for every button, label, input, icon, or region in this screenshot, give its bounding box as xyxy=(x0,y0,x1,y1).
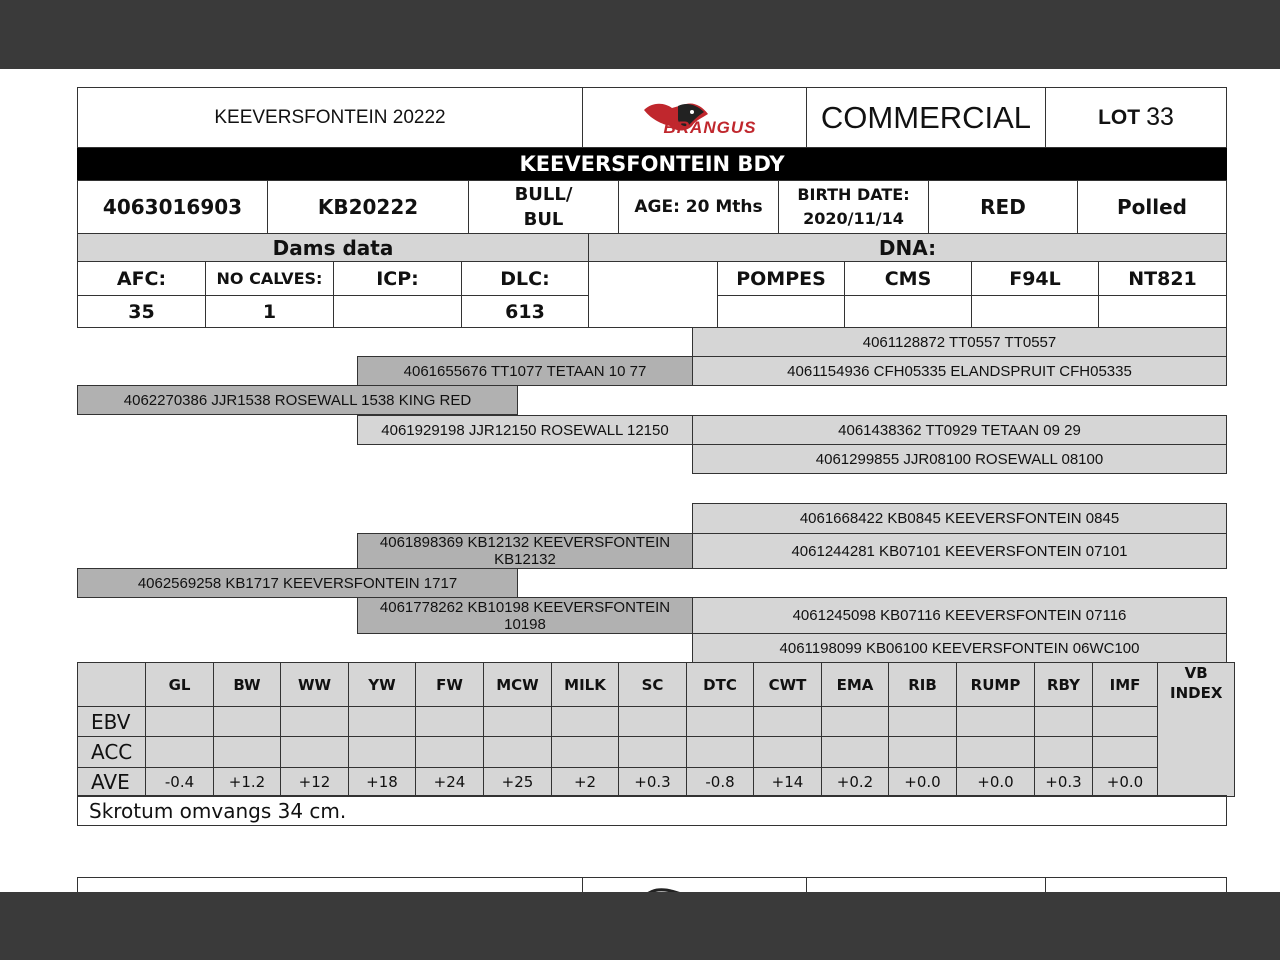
ebv-col-sc: SC xyxy=(619,663,687,707)
ebv-cell xyxy=(281,707,349,737)
ebv-cell: +0.0 xyxy=(889,768,957,797)
pedigree-sire-dam-dam: 4061299855 JJR08100 ROSEWALL 08100 xyxy=(692,444,1227,474)
ebv-corner-cell xyxy=(78,663,146,707)
ebv-cell: +2 xyxy=(552,768,619,797)
ebv-cell: +18 xyxy=(349,768,416,797)
ebv-col-bw: BW xyxy=(214,663,281,707)
ebv-cell xyxy=(552,737,619,768)
ebv-cell xyxy=(416,737,484,768)
birth-date-label: BIRTH DATE: xyxy=(797,185,910,204)
dams-data-title: Dams data xyxy=(77,233,589,262)
pedigree-dam: 4062569258 KB1717 KEEVERSFONTEIN 1717 xyxy=(77,568,518,598)
ebv-cell xyxy=(754,737,822,768)
ebv-cell xyxy=(754,707,822,737)
ebv-cell: +0.0 xyxy=(1093,768,1158,797)
dams-value-afc: 35 xyxy=(77,295,206,328)
next-page-logo-cell xyxy=(582,877,807,892)
horn-status: Polled xyxy=(1077,180,1227,234)
ebv-cell: +24 xyxy=(416,768,484,797)
ebv-cell xyxy=(619,737,687,768)
ebv-cell xyxy=(214,737,281,768)
dna-value-pompes xyxy=(717,295,845,328)
ebv-cell xyxy=(822,707,889,737)
ebv-row-label: ACC xyxy=(78,737,146,768)
ebv-cell: +14 xyxy=(754,768,822,797)
ebv-cell xyxy=(1035,737,1093,768)
ebv-header-row xyxy=(78,663,1235,707)
ebv-col-rump: RUMP xyxy=(957,663,1035,707)
pedigree-sire: 4062270386 JJR1538 ROSEWALL 1538 KING RED xyxy=(77,385,518,415)
next-page-cell xyxy=(806,877,1046,892)
ebv-cell xyxy=(889,707,957,737)
dams-header-no-calves: NO CALVES: xyxy=(205,261,334,296)
pedigree-dam-dam-sire: 4061245098 KB07116 KEEVERSFONTEIN 07116 xyxy=(692,597,1227,634)
ebv-cell xyxy=(957,737,1035,768)
ebv-row-label: AVE xyxy=(78,768,146,797)
pedigree-dam-sire-dam: 4061244281 KB07101 KEEVERSFONTEIN 07101 xyxy=(692,533,1227,569)
ebv-cell xyxy=(146,737,214,768)
dna-blank-cell xyxy=(588,261,718,328)
ebv-cell xyxy=(484,707,552,737)
ebv-cell xyxy=(1093,737,1158,768)
ebv-col-fw: FW xyxy=(416,663,484,707)
document-page xyxy=(0,69,1280,892)
ebv-col-milk: MILK xyxy=(552,663,619,707)
ebv-cell xyxy=(822,737,889,768)
dams-header-icp: ICP: xyxy=(333,261,462,296)
ebv-col-gl: GL xyxy=(146,663,214,707)
ebv-col-yw: YW xyxy=(349,663,416,707)
ebv-cell xyxy=(552,707,619,737)
scrotum-note: Skrotum omvangs 34 cm. xyxy=(77,795,1227,826)
ebv-cell xyxy=(484,737,552,768)
ebv-row-label: EBV xyxy=(78,707,146,737)
pedigree-dam-dam-dam: 4061198099 KB06100 KEEVERSFONTEIN 06WC100 xyxy=(692,633,1227,663)
viewer-top-bar xyxy=(0,0,1280,69)
dams-header-afc: AFC: xyxy=(77,261,206,296)
ebv-col-rib: RIB xyxy=(889,663,957,707)
dna-header-cms: CMS xyxy=(844,261,972,296)
ebv-cell: -0.4 xyxy=(146,768,214,797)
ebv-cell xyxy=(281,737,349,768)
category-label: COMMERCIAL xyxy=(806,87,1046,148)
pedigree-sire-sire: 4061655676 TT1077 TETAAN 10 77 xyxy=(357,356,693,386)
animal-sex: BULL/ BUL xyxy=(468,180,619,234)
dams-value-icp xyxy=(333,295,462,328)
animal-age: AGE: 20 Mths xyxy=(618,180,779,234)
ebv-cell: +12 xyxy=(281,768,349,797)
birth-date-value: 2020/11/14 xyxy=(803,209,904,228)
ebv-col-imf: IMF xyxy=(1093,663,1158,707)
dams-value-dlc: 613 xyxy=(461,295,589,328)
dna-header-f94l: F94L xyxy=(971,261,1099,296)
pedigree-sire-sire-dam: 4061154936 CFH05335 ELANDSPRUIT CFH05335 xyxy=(692,356,1227,386)
lot-box xyxy=(1045,87,1227,148)
ebv-cell: +0.2 xyxy=(822,768,889,797)
next-page-cell xyxy=(77,877,583,892)
lot-number: 33 xyxy=(1146,103,1174,131)
pedigree-dam-sire: 4061898369 KB12132 KEEVERSFONTEIN KB12132 xyxy=(357,533,693,569)
ebv-row-ave xyxy=(78,768,1235,797)
pedigree-sire-dam: 4061929198 JJR12150 ROSEWALL 12150 xyxy=(357,415,693,445)
ebv-cell: +0.3 xyxy=(1035,768,1093,797)
ebv-cell xyxy=(146,707,214,737)
dna-header-nt821: NT821 xyxy=(1098,261,1227,296)
animal-name-band: KEEVERSFONTEIN BDY xyxy=(77,148,1227,180)
ebv-row-acc xyxy=(78,737,1235,768)
ebv-cell xyxy=(957,707,1035,737)
dams-header-dlc: DLC: xyxy=(461,261,589,296)
animal-color: RED xyxy=(928,180,1078,234)
ebv-col-rby: RBY xyxy=(1035,663,1093,707)
ebv-cell xyxy=(1093,707,1158,737)
ebv-col-ww: WW xyxy=(281,663,349,707)
pedigree-sire-dam-sire: 4061438362 TT0929 TETAAN 09 29 xyxy=(692,415,1227,445)
ebv-cell xyxy=(214,707,281,737)
dna-title: DNA: xyxy=(588,233,1227,262)
ebv-cell: -0.8 xyxy=(687,768,754,797)
next-page-cell xyxy=(1045,877,1227,892)
ebv-cell: +1.2 xyxy=(214,768,281,797)
pedigree-sire-sire-sire: 4061128872 TT0557 TT0557 xyxy=(692,327,1227,357)
ebv-cell xyxy=(416,707,484,737)
logo-text: BRANGUS xyxy=(663,117,757,137)
sale-name: KEEVERSFONTEIN 20222 xyxy=(77,87,583,148)
ebv-cell xyxy=(349,707,416,737)
ebv-cell xyxy=(687,707,754,737)
pedigree-dam-dam: 4061778262 KB10198 KEEVERSFONTEIN 10198 xyxy=(357,597,693,634)
ebv-cell xyxy=(1035,707,1093,737)
ebv-col-mcw: MCW xyxy=(484,663,552,707)
ebv-cell: +0.0 xyxy=(957,768,1035,797)
ebv-cell xyxy=(687,737,754,768)
brangus-logo xyxy=(582,87,807,148)
viewer-bottom-bar xyxy=(0,892,1280,960)
dna-header-pompes: POMPES xyxy=(717,261,845,296)
dna-value-nt821 xyxy=(1098,295,1227,328)
ebv-col-dtc: DTC xyxy=(687,663,754,707)
pedigree-dam-sire-sire: 4061668422 KB0845 KEEVERSFONTEIN 0845 xyxy=(692,503,1227,534)
ebv-col-vb-index: VB INDEX xyxy=(1158,663,1235,797)
dna-value-cms xyxy=(844,295,972,328)
animal-code: KB20222 xyxy=(267,180,469,234)
ebv-row-ebv xyxy=(78,707,1235,737)
ebv-cell xyxy=(619,707,687,737)
ebv-cell xyxy=(889,737,957,768)
ebv-col-cwt: CWT xyxy=(754,663,822,707)
ebv-table xyxy=(77,662,1235,797)
animal-id: 4063016903 xyxy=(77,180,268,234)
lot-label: LOT xyxy=(1098,105,1141,129)
ebv-cell: +25 xyxy=(484,768,552,797)
ebv-cell xyxy=(349,737,416,768)
dna-value-f94l xyxy=(971,295,1099,328)
ebv-col-ema: EMA xyxy=(822,663,889,707)
birth-date-cell xyxy=(778,180,929,234)
ebv-cell: +0.3 xyxy=(619,768,687,797)
dams-value-no-calves: 1 xyxy=(205,295,334,328)
